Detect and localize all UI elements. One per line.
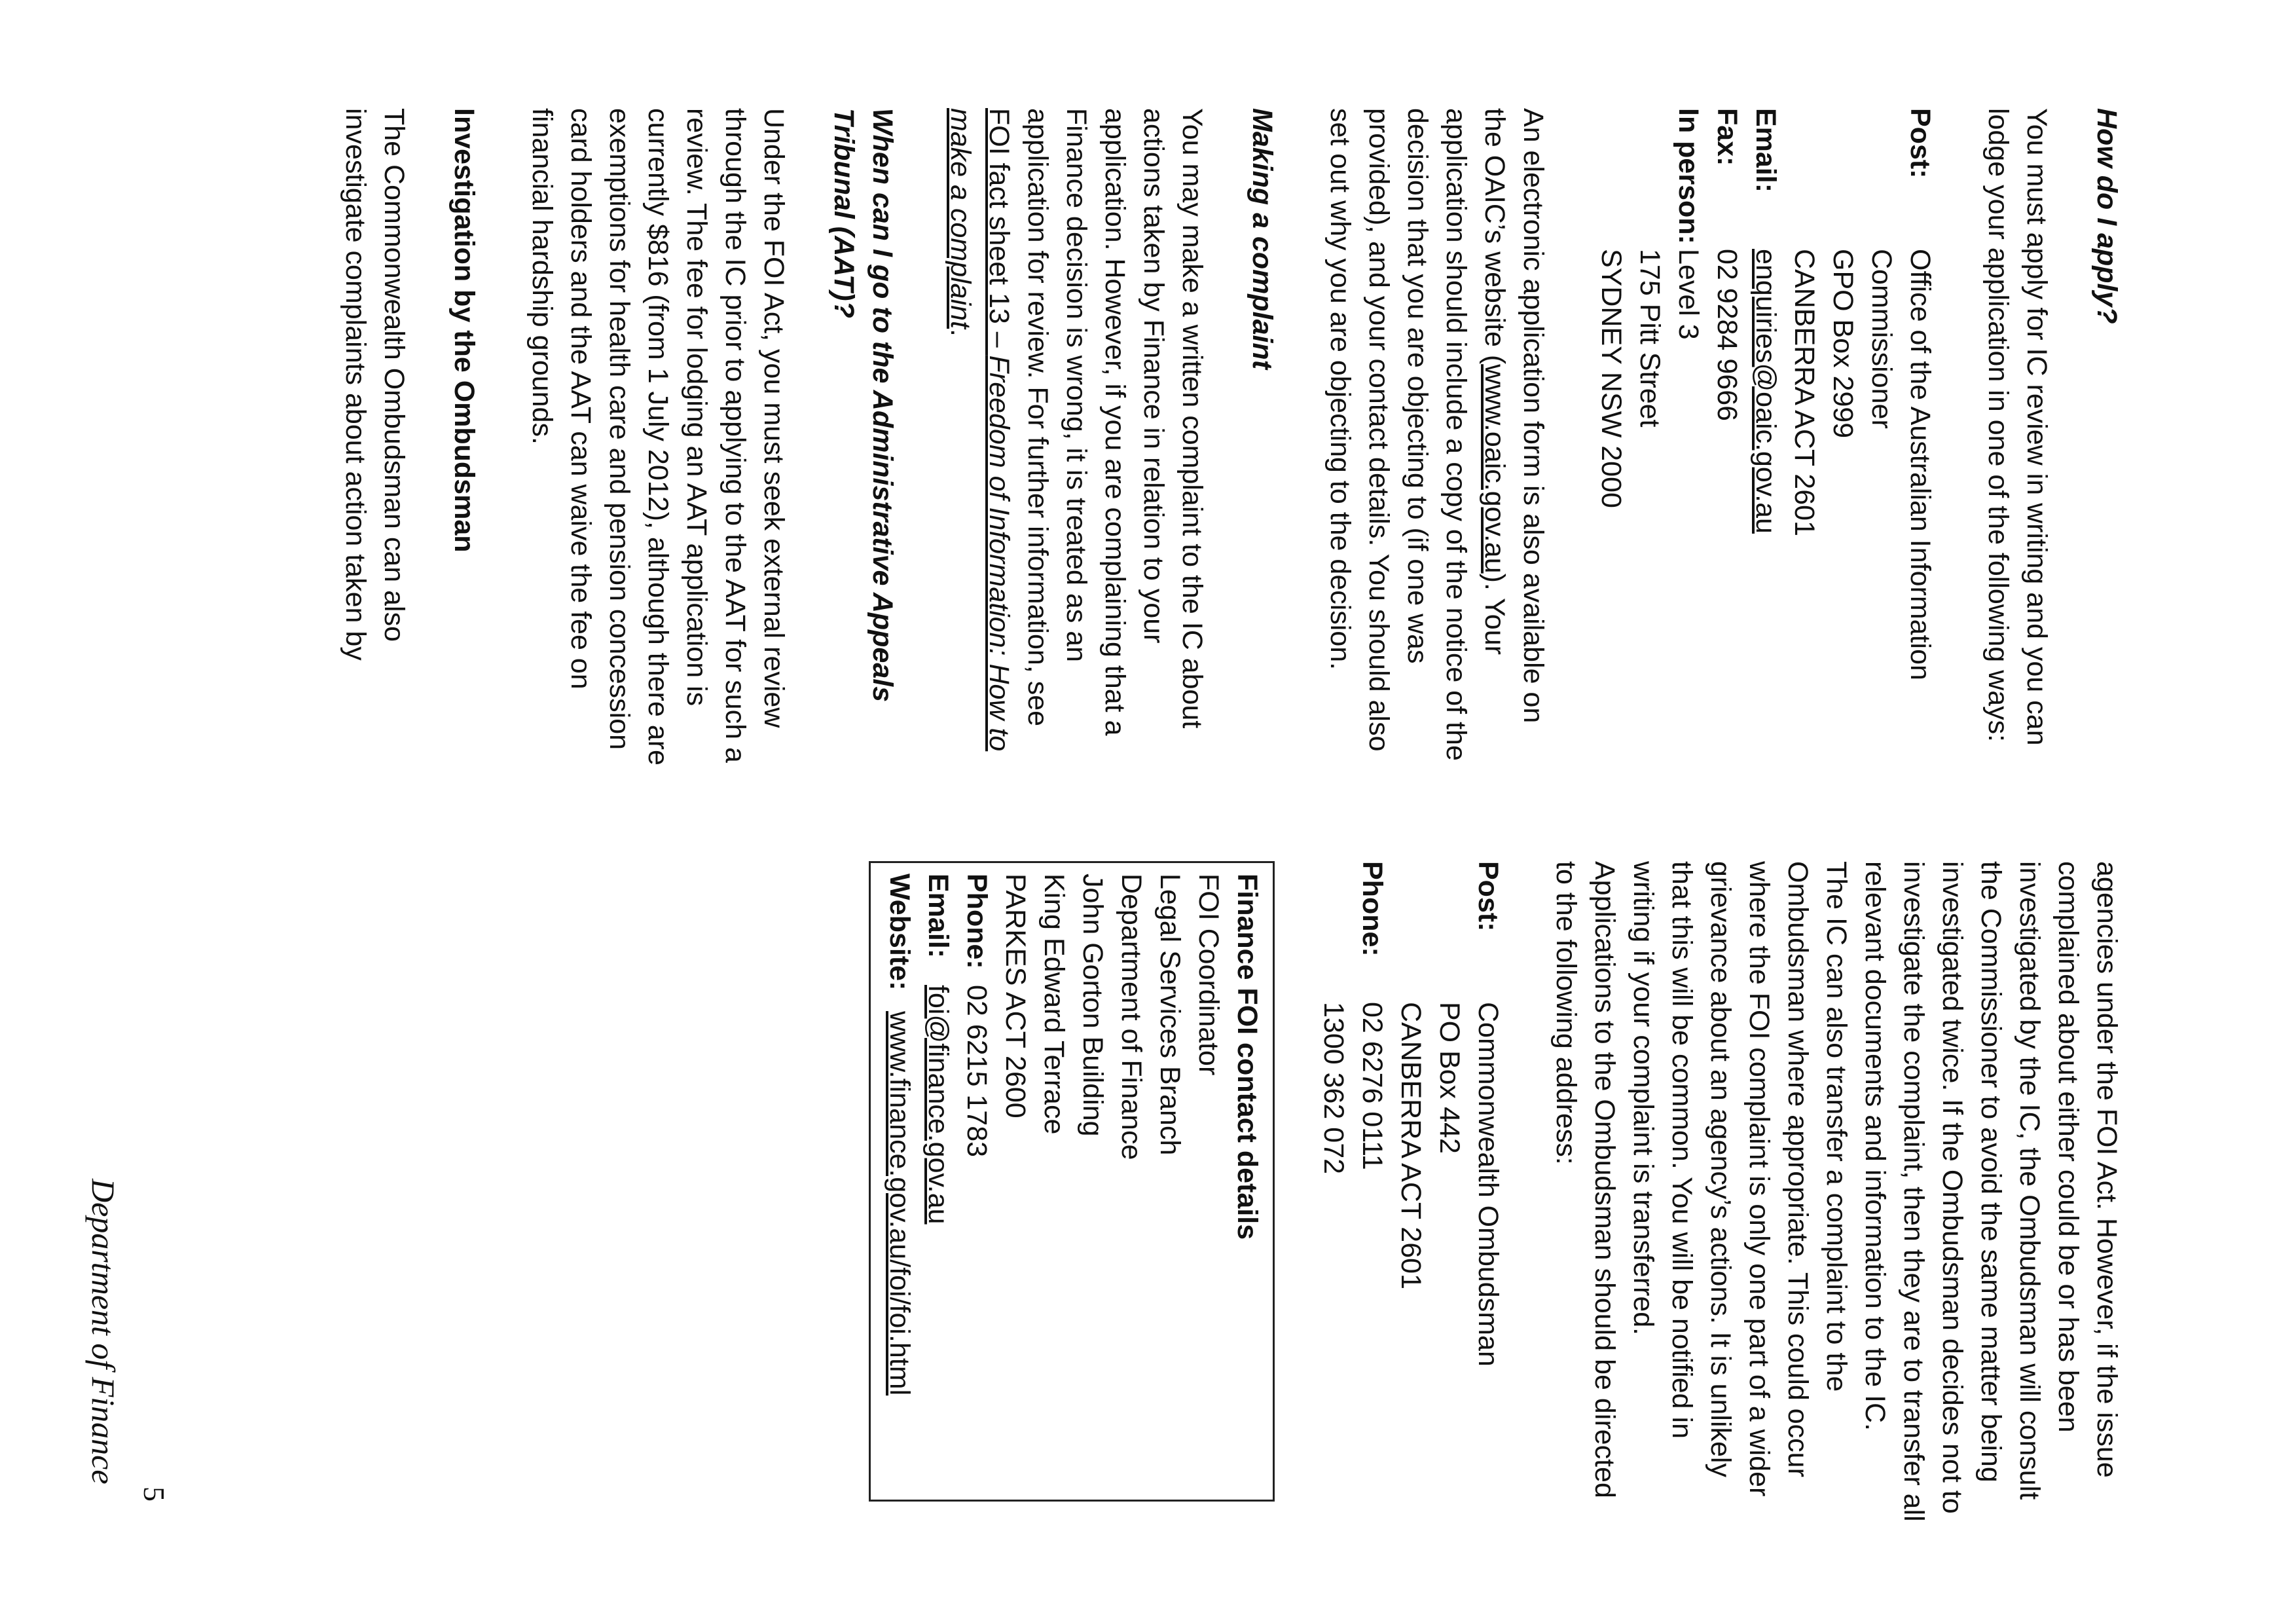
contact-box-line: King Edward Terrace [1038, 874, 1070, 1135]
contact-value: Office of the Australian Information Commissioner GPO Box 2999 CANBERRA ACT 2601 [1789, 249, 1936, 680]
contact-box-website-row [880, 874, 919, 1489]
contact-label: Fax: [1711, 108, 1743, 166]
transfer-paragraph: The IC can also transfer a complaint to the Ombudsman where appropriate. This could occur where the FOI complaint is only one part of a wider grievance about an agency’s actions. It is unlikely that this will be common. You will be notified in writing if your complaint is transferred. [1628, 861, 1852, 1497]
left-column [297, 108, 2126, 769]
oaic-website-link[interactable]: www.oaic.gov.au [1479, 364, 1510, 574]
contact-label: Phone: [961, 874, 993, 969]
oaic-contact-table [1592, 108, 1939, 680]
complaint-guide-link[interactable]: Freedom of Information: How to make a complaint [945, 108, 1015, 752]
contact-label: Email: [1750, 108, 1781, 193]
ombudsman-paragraph: The Commonwealth Ombudsman can also investigate complaints about action taken by [340, 108, 410, 661]
contact-box-phone-row [957, 874, 996, 1489]
right-column [869, 861, 2126, 1522]
contact-box-email-row [919, 874, 957, 1489]
ombudsman-continued-paragraph: agencies under the FOI Act. However, if the issue complained about either could be or has been investigated by the IC, the Ombudsman will consult the Commissioner to avoid the same matter being investigated twice. If the Ombudsman decides not to investigate the complaint, then they are to transfer all relevant documents and information to the IC. [1859, 861, 2123, 1522]
contact-box-line: John Gorton Building [1077, 874, 1108, 1137]
contact-row-fax [1707, 108, 1746, 680]
finance-foi-contact-box [869, 861, 1275, 1502]
contact-box-line: Department of Finance [1116, 874, 1147, 1160]
oaic-email-link[interactable]: enquiries@oaic.gov.au [1750, 249, 1781, 534]
ombudsman-address-intro: Applications to the Ombudsman should be directed to the following address: [1550, 861, 1620, 1498]
contact-row-phone [1314, 861, 1391, 1367]
contact-row-in-person [1592, 108, 1707, 680]
contact-label: Phone: [1357, 861, 1388, 957]
contact-row-post [1391, 861, 1507, 1367]
contact-value: 02 6276 0111 1300 362 072 [1318, 1002, 1388, 1175]
contact-box-line: PARKES ACT 2600 [1000, 874, 1031, 1118]
page-number: 5 [137, 1486, 171, 1502]
contact-value: 02 9284 9666 [1711, 249, 1743, 422]
contact-label: In person: [1673, 108, 1704, 244]
making-complaint-heading: Making a complaint [1247, 108, 1278, 370]
contact-row-email [1746, 108, 1785, 680]
ombudsman-heading: Investigation by the Ombudsman [448, 108, 480, 553]
contact-label: Website: [884, 874, 915, 991]
how-to-apply-heading: How do I apply? [2091, 108, 2123, 324]
contact-value: Level 3 175 Pitt Street SYDNEY NSW 2000 [1595, 249, 1704, 508]
ombudsman-contact-table [1314, 861, 1507, 1367]
contact-value: Commonwealth Ombudsman PO Box 442 CANBERRA ACT 2601 [1395, 1002, 1504, 1367]
complaint-paragraph [941, 108, 1211, 769]
aat-heading: When can I go to the Administrative Appeals Tribunal (AAT)? [828, 108, 898, 703]
finance-phone: 02 6215 1783 [961, 985, 993, 1158]
contact-box-line: FOI Coordinator [1193, 874, 1224, 1076]
department-footer: Department of Finance [85, 1179, 122, 1485]
how-to-apply-paragraph: You must apply for IC review in writing and you can lodge your application in one of the following ways: [1982, 108, 2052, 746]
application-form-paragraph [1321, 108, 1552, 769]
paragraph-text: ). Your application should include a copy of the notice of the decision that you are objecting to (if one was provided), and your contact details. You should also set out why you are objecting to the decision. [1324, 108, 1510, 761]
contact-row-post [1785, 108, 1939, 680]
contact-box-line: Legal Services Branch [1154, 874, 1186, 1156]
paragraph-text: An electronic application form is also available on the OAIC’s website ( [1479, 108, 1549, 724]
contact-label: Post: [1904, 108, 1936, 179]
contact-box-title: Finance FOI contact details [1231, 874, 1263, 1240]
aat-paragraph: Under the FOI Act, you must seek external review through the IC prior to applying to the AAT for such a review. The fee for lodging an AAT application is currently $816 (from 1 July 2012), although there are exemptions for health care and pension concession card holders and the AAT can waive the fee on financial hardship grounds. [526, 108, 790, 766]
contact-label: Post: [1472, 861, 1504, 932]
paragraph-text: You may make a written complaint to the IC about actions taken by Finance in relation to your application. However, if you are complaining that a Finance decision is wrong, it is treated as an application for review. For further information, see [1022, 108, 1208, 736]
contact-label: Email: [922, 874, 954, 959]
paragraph-text: . [945, 329, 976, 337]
fact-sheet-link[interactable]: FOI fact sheet 13 – [983, 108, 1015, 356]
finance-website-link[interactable]: www.finance.gov.au/foi/foi.html [884, 1011, 915, 1396]
finance-email-link[interactable]: foi@finance.gov.au [922, 985, 954, 1225]
